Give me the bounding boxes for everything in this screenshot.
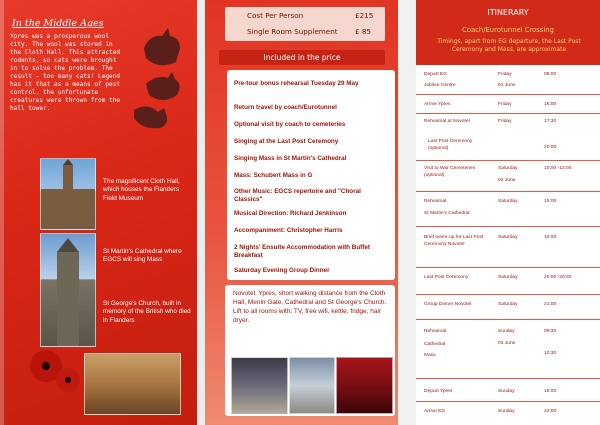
price-box (225, 7, 385, 41)
row-time: 16:00 (544, 102, 557, 107)
row-day: Saturday (498, 235, 518, 240)
row-event: Arrive Ypres (424, 102, 451, 107)
included-item: Other Music: EGCS repertoire and "Choral Classics" (234, 188, 361, 204)
row-event-detail: Cathedral (424, 342, 446, 347)
included-item: Singing Mass in St Martin's Cathedral (234, 155, 347, 162)
pricing-panel (205, 0, 398, 425)
itinerary-row (416, 379, 600, 402)
row-date: 03 June (498, 341, 516, 346)
row-time: 08:00 (544, 72, 557, 77)
row-day: Sunday (498, 409, 515, 414)
st-martin-caption: St Martin's Cathedral where EGCS will sing Mass (103, 248, 182, 264)
row-event: Depart EG (424, 72, 448, 77)
row-day: Friday (498, 119, 512, 124)
history-box (6, 18, 123, 146)
cathedral-tower-icon (41, 234, 95, 346)
row-event: Last Post Ceremony (424, 275, 469, 280)
poppy-icon (24, 340, 84, 400)
cloth-hall-caption: The magnificent Cloth Hall, which houses the Flanders Field Museum (103, 178, 180, 202)
itinerary-row (416, 320, 600, 379)
included-list (227, 70, 395, 280)
cat-icon-2 (146, 72, 180, 100)
included-heading: Included in the price (219, 50, 385, 65)
row-day: Saturday (498, 166, 518, 171)
row-day: Sunday (498, 389, 515, 394)
itinerary-row (416, 95, 600, 114)
church-interior-photo (84, 353, 181, 415)
hotel-exterior-photo (289, 357, 335, 414)
row-event-detail: Last Post Ceremony (optional) (428, 139, 473, 151)
cost-value: £215 (355, 11, 374, 20)
itinerary-header (416, 0, 600, 65)
row-date: 01 June (498, 83, 516, 88)
row-time-2: 20:00 (544, 145, 557, 150)
row-event: Brief warm-up for Last Post Ceremony Novotel (424, 235, 484, 247)
hotel-text: Novotel, Ypres, short walking distance from the Cloth Hall, Menin Gate, Cathedral and St George's Church. Lift to all rooms with: TV, free wifi, kettle, fridge, hair dryer. (233, 290, 387, 324)
row-time: 20:00 -20:30 (544, 275, 572, 280)
fold-divider (398, 0, 416, 425)
itinerary-row (416, 114, 600, 161)
row-day: Sunday (498, 329, 515, 334)
itinerary-row (416, 227, 600, 268)
row-day: Saturday (498, 275, 518, 280)
itinerary-note: Timings, apart from EG departure, the Last Post Ceremony and Mass, are approximate (437, 38, 581, 53)
row-time: 21:00 (544, 302, 557, 307)
itinerary-row (416, 68, 600, 95)
row-time-2: 10:30 (544, 351, 557, 356)
included-item: Optional visit by coach to cemeteries (234, 121, 346, 128)
hotel-box (225, 285, 395, 416)
row-event: Rehearsal (424, 199, 447, 204)
history-title: In the Middle Ages (12, 18, 104, 29)
cat-icon-3 (134, 106, 167, 128)
row-event-detail: St Martin's Cathedral (424, 211, 470, 216)
included-item: Accompaniment: Christopher Harris (234, 227, 343, 234)
row-day: Saturday (498, 302, 518, 307)
row-event: Rehearsal at Novotel (424, 119, 470, 124)
row-time: 10:00 -12:00 (544, 166, 572, 171)
single-value: £ 85 (355, 27, 372, 36)
row-event: Rehearsal (424, 329, 447, 334)
row-event: Group Dinner Novotel (424, 302, 472, 307)
history-panel (0, 0, 197, 425)
single-label: Single Room Supplement (247, 27, 338, 36)
itinerary-title: ITINERARY (487, 8, 529, 17)
fold-divider (197, 0, 205, 425)
included-item: Saturday Evening Group Dinner (234, 267, 330, 274)
row-time: 16:00 (544, 389, 557, 394)
included-item: 2 Nights' Ensuite Accommodation with Buffet Breakfast (234, 244, 370, 260)
row-event-detail: Jubilee Centre (424, 83, 456, 88)
row-day: Friday (498, 72, 512, 77)
itinerary-row (416, 295, 600, 320)
itinerary-row (416, 268, 600, 295)
itinerary-row (416, 161, 600, 192)
cat-silhouettes-illustration (126, 10, 196, 145)
row-date: 02 June (498, 178, 516, 183)
included-item: Singing at the Last Post Ceremony (234, 138, 339, 145)
hotel-room-photo (231, 357, 288, 414)
itinerary-row (416, 192, 600, 227)
included-item: Mass: Schubert Mass in G (234, 172, 313, 179)
st-george-caption: St George's Church, built in memory of the British who died in Flanders (103, 300, 191, 324)
itinerary-row (416, 402, 600, 424)
included-item: Return travel by coach/Eurotunnel (234, 104, 337, 111)
row-time: 19:00 (544, 235, 557, 240)
row-event: Arrive EG (424, 409, 446, 414)
row-event: Visit to War Cemeteries (optional) (424, 166, 476, 178)
row-time: 22:00 (544, 409, 557, 414)
cloth-hall-tower-icon (41, 159, 95, 229)
row-day: Saturday (498, 199, 518, 204)
row-time: 17:30 (544, 119, 557, 124)
row-time: 09:30 (544, 329, 557, 334)
cat-icon-1 (144, 28, 180, 65)
hotel-bar-photo (336, 357, 393, 414)
included-item: Pre-tour bonus rehearsal Tuesday 29 May (234, 80, 359, 87)
itinerary-subtitle: Coach/Eurotunnel Crossing (462, 26, 554, 34)
included-item: Musical Direction: Richard Jenkinson (234, 210, 347, 217)
itinerary-panel (416, 0, 600, 425)
row-time: 15:00 (544, 199, 557, 204)
row-event: Depart Ypres (424, 389, 453, 394)
cloth-hall-photo (40, 158, 96, 230)
history-text: Ypres was a prosperous wool city. The wool was stored in the Cloth Hall. This attracted rodents, so cats were brought in to solve the problem. The result - too many cats! Legend has it that as a means of pest control, the unfortunate creatures were thrown from the hall tower. (10, 33, 121, 112)
st-martin-photo (40, 233, 96, 347)
panel-edge (0, 0, 4, 425)
cost-label: Cost Per Person (247, 11, 304, 20)
row-day: Friday (498, 102, 512, 107)
row-event-detail: Mass (424, 353, 436, 358)
